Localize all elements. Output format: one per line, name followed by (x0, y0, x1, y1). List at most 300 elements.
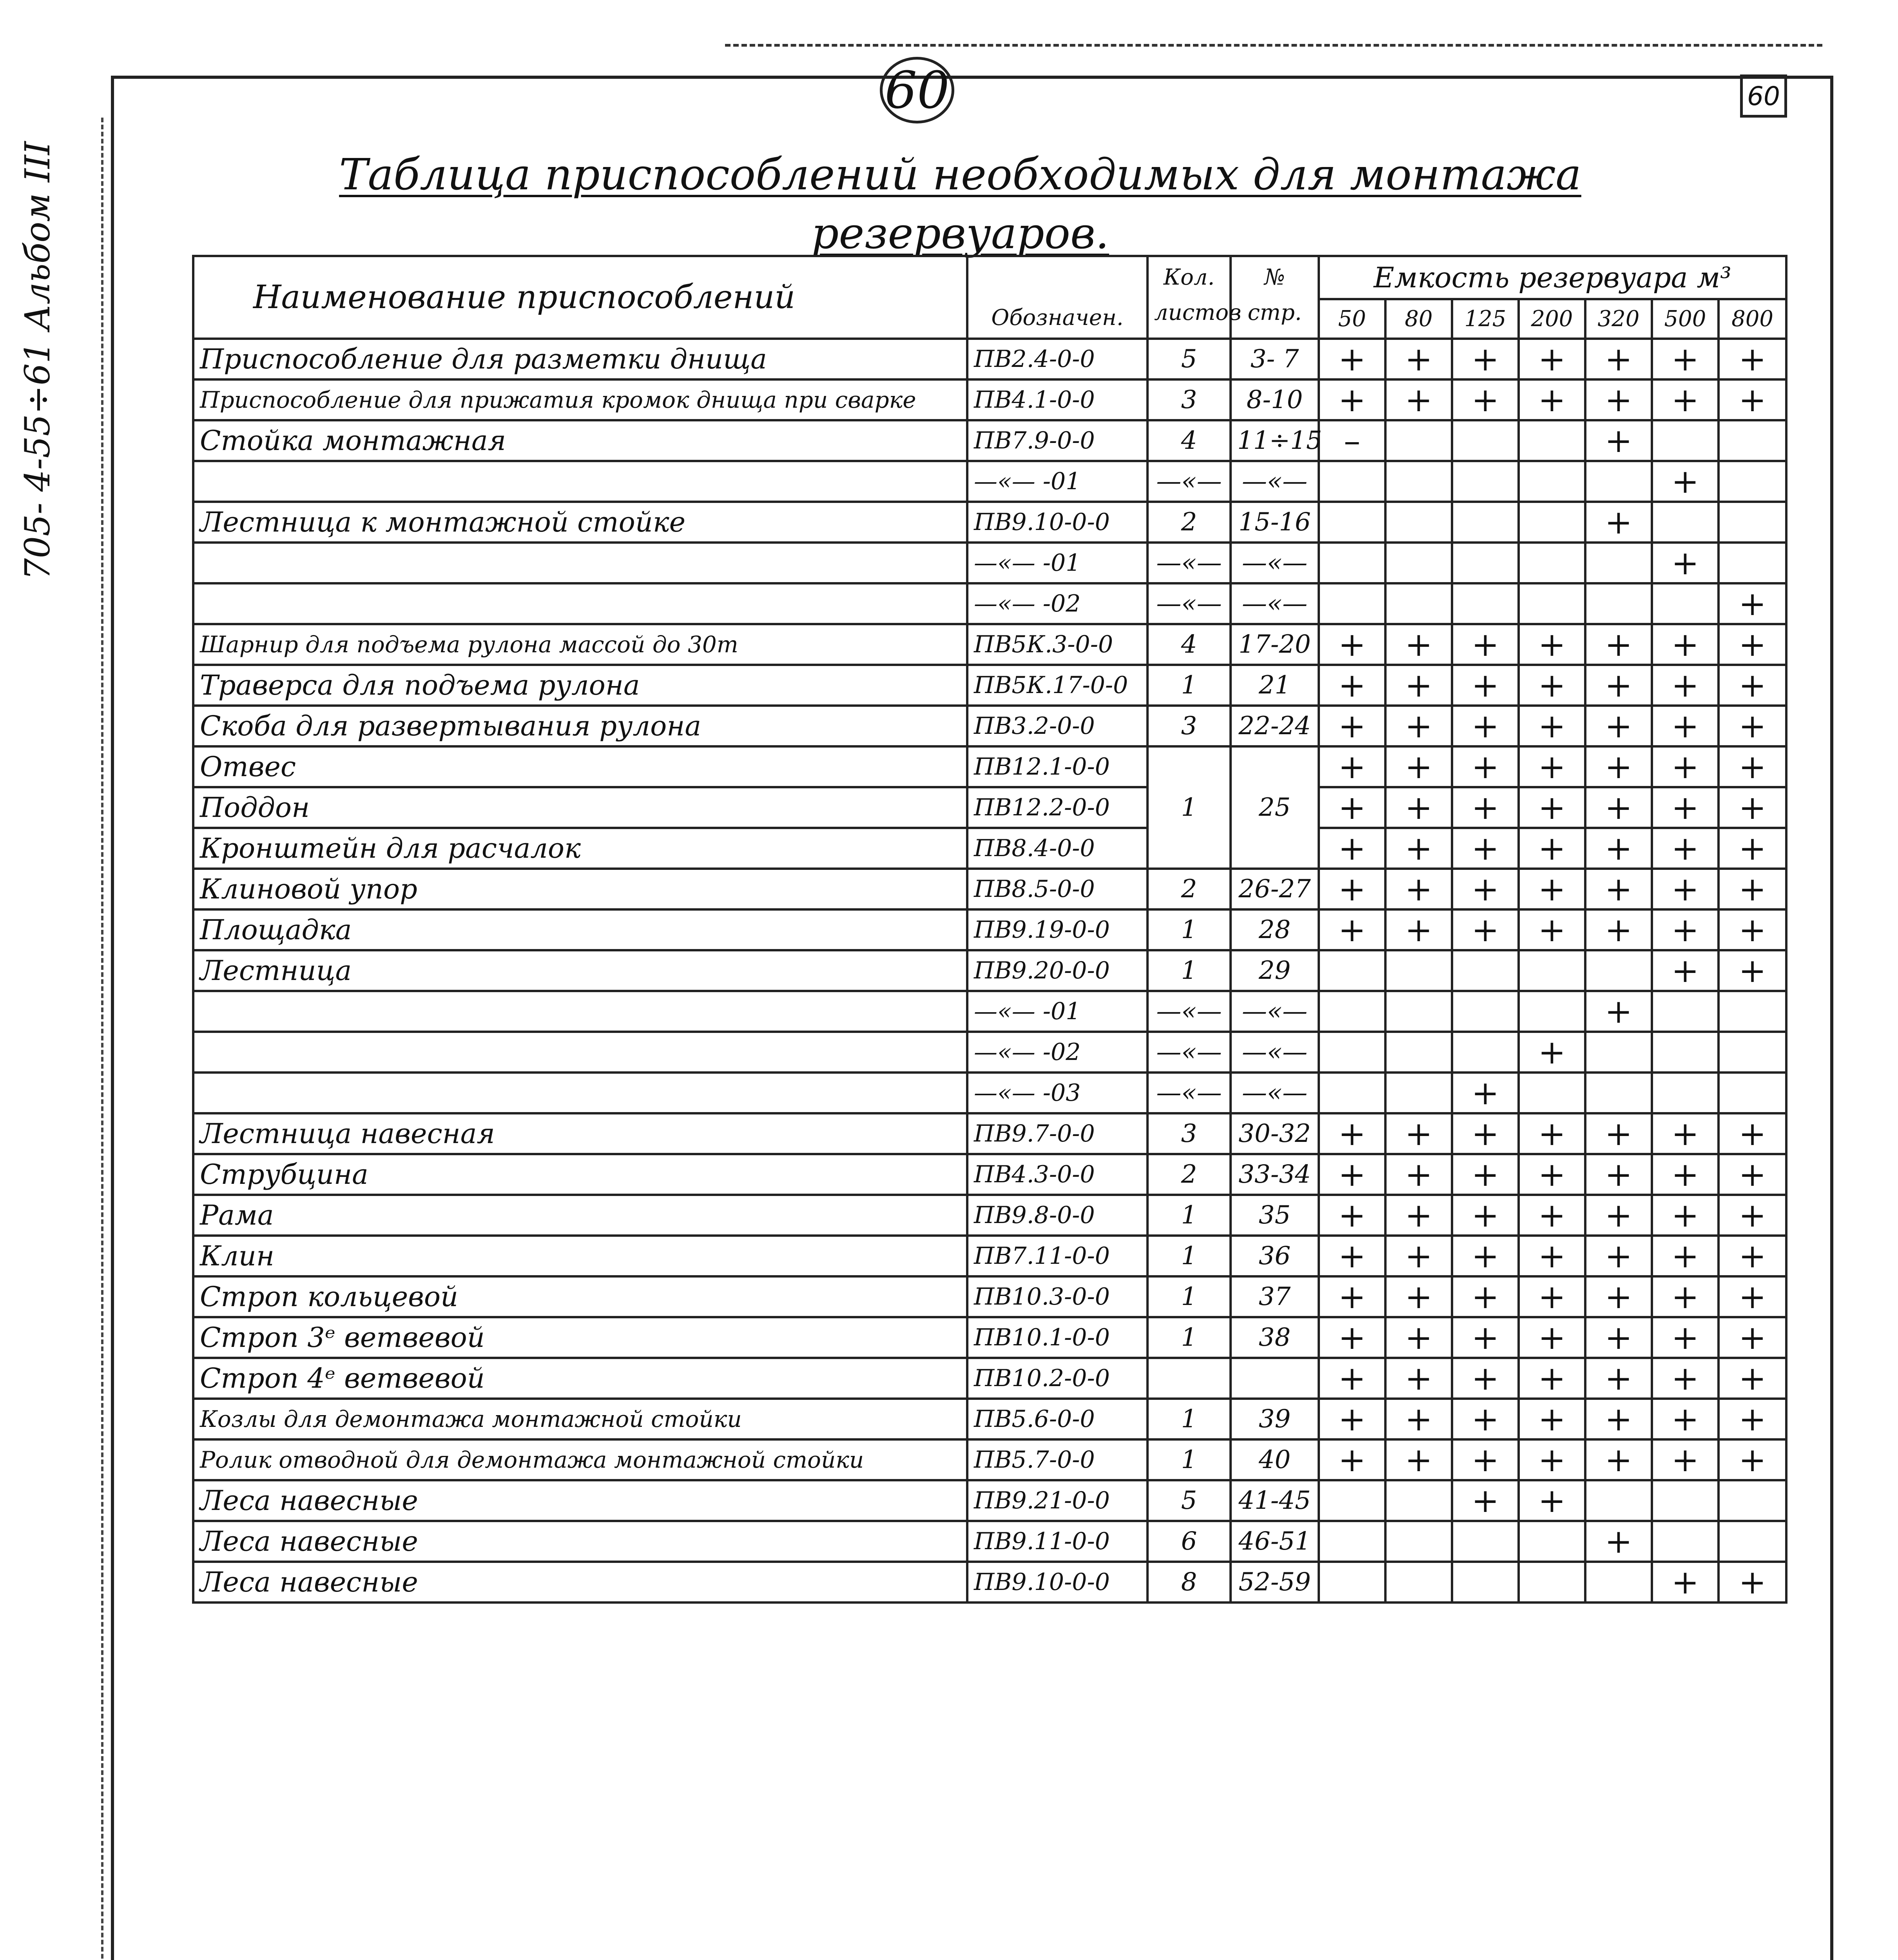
row-mark (1585, 543, 1652, 583)
row-name: Лестница к монтажной стойке (193, 502, 967, 543)
row-mark (1719, 420, 1786, 461)
row-designation: ПВ9.7-0-0 (967, 1113, 1148, 1154)
row-mark: + (1585, 665, 1652, 706)
row-name: Траверса для подъема рулона (193, 665, 967, 706)
row-mark (1319, 1032, 1385, 1073)
row-mark (1719, 502, 1786, 543)
table-row (193, 461, 1786, 502)
row-mark: + (1719, 624, 1786, 665)
row-mark: + (1585, 706, 1652, 746)
header-designation: Обозначен. (967, 256, 1148, 339)
row-pages: 52-59 (1231, 1562, 1319, 1602)
row-sheets: —«— (1148, 991, 1231, 1032)
row-mark: + (1719, 1154, 1786, 1195)
table-row (193, 950, 1786, 991)
row-mark: + (1452, 339, 1519, 379)
top-edge-line (725, 44, 1822, 47)
row-mark (1319, 1480, 1385, 1521)
row-mark: + (1652, 1358, 1719, 1399)
row-sheets: —«— (1148, 583, 1231, 624)
row-name: Лестница навесная (193, 1113, 967, 1154)
table-row (193, 420, 1786, 461)
row-designation: ПВ5К.3-0-0 (967, 624, 1148, 665)
row-mark: + (1519, 339, 1585, 379)
row-mark: + (1585, 828, 1652, 869)
row-mark: + (1585, 1317, 1652, 1358)
row-mark (1585, 1562, 1652, 1602)
row-pages: 3- 7 (1231, 339, 1319, 379)
row-designation: ПВ12.2-0-0 (967, 787, 1148, 828)
row-mark (1452, 420, 1519, 461)
row-designation: ПВ2.4-0-0 (967, 339, 1148, 379)
row-mark (1452, 1032, 1519, 1073)
table-row (193, 787, 1786, 828)
header-pages: № стр. (1231, 256, 1319, 339)
row-sheets: 1 (1148, 1399, 1231, 1439)
row-name (193, 461, 967, 502)
table-row (193, 1399, 1786, 1439)
row-mark: + (1452, 1113, 1519, 1154)
row-mark: + (1319, 787, 1385, 828)
row-mark: + (1319, 909, 1385, 950)
row-mark (1652, 583, 1719, 624)
row-mark (1452, 583, 1519, 624)
row-mark: + (1719, 1399, 1786, 1439)
row-mark (1519, 950, 1585, 991)
row-name: Струбцина (193, 1154, 967, 1195)
row-mark: + (1452, 624, 1519, 665)
row-name: Козлы для демонтажа монтажной стойки (193, 1399, 967, 1439)
row-mark: + (1519, 379, 1585, 420)
row-mark: + (1519, 1439, 1585, 1480)
row-mark (1519, 420, 1585, 461)
row-designation: ПВ9.20-0-0 (967, 950, 1148, 991)
header-volume: 800 (1719, 299, 1786, 339)
row-pages: 17-20 (1231, 624, 1319, 665)
row-name: Приспособление для прижатия кромок днища при сварке (193, 379, 967, 420)
row-designation: ПВ3.2-0-0 (967, 706, 1148, 746)
row-name: Площадка (193, 909, 967, 950)
row-mark: + (1652, 909, 1719, 950)
row-pages: 37 (1231, 1276, 1319, 1317)
row-mark (1652, 1480, 1719, 1521)
row-mark: + (1719, 746, 1786, 787)
row-name: Строп 4ᵉ ветвевой (193, 1358, 967, 1399)
row-pages: —«— (1231, 1073, 1319, 1113)
row-mark: + (1652, 950, 1719, 991)
header-volume: 320 (1585, 299, 1652, 339)
row-mark (1519, 543, 1585, 583)
table-row (193, 909, 1786, 950)
row-mark: + (1719, 1439, 1786, 1480)
table-row (193, 379, 1786, 420)
row-sheets: 1 (1148, 1236, 1231, 1276)
row-mark (1452, 950, 1519, 991)
row-mark: + (1385, 1154, 1452, 1195)
row-sheets: 3 (1148, 706, 1231, 746)
table-row (193, 624, 1786, 665)
table-row (193, 1521, 1786, 1562)
row-name: Лестница (193, 950, 967, 991)
row-sheets (1148, 746, 1231, 787)
row-mark (1319, 461, 1385, 502)
row-pages: 11÷15 (1231, 420, 1319, 461)
document-title (333, 145, 1587, 263)
corner-page-number: 60 (1740, 74, 1787, 118)
row-mark: + (1585, 1439, 1652, 1480)
row-name (193, 583, 967, 624)
row-name: Клиновой упор (193, 869, 967, 909)
table-row (193, 1439, 1786, 1480)
row-name: Леса навесные (193, 1480, 967, 1521)
row-mark (1385, 583, 1452, 624)
row-mark: + (1319, 869, 1385, 909)
row-pages: 25 (1231, 787, 1319, 828)
row-designation: —«— -01 (967, 461, 1148, 502)
row-sheets: —«— (1148, 1073, 1231, 1113)
row-pages: 36 (1231, 1236, 1319, 1276)
row-pages: 15-16 (1231, 502, 1319, 543)
row-mark: + (1585, 1399, 1652, 1439)
row-mark: + (1319, 746, 1385, 787)
row-mark: + (1519, 1358, 1585, 1399)
row-mark: + (1452, 1154, 1519, 1195)
row-mark: + (1719, 1317, 1786, 1358)
side-code: 705- 4-55÷61 Альбом III (17, 141, 58, 580)
table-row (193, 1073, 1786, 1113)
row-sheets (1148, 828, 1231, 869)
row-mark: + (1452, 828, 1519, 869)
header-volume: 500 (1652, 299, 1719, 339)
row-mark: + (1652, 869, 1719, 909)
row-mark: + (1652, 339, 1719, 379)
row-mark (1719, 1032, 1786, 1073)
row-mark: + (1452, 909, 1519, 950)
row-mark (1519, 583, 1585, 624)
row-designation: ПВ9.10-0-0 (967, 502, 1148, 543)
row-sheets: 1 (1148, 787, 1231, 828)
row-pages: 41-45 (1231, 1480, 1319, 1521)
row-mark: + (1319, 828, 1385, 869)
row-name (193, 1032, 967, 1073)
row-pages: —«— (1231, 1032, 1319, 1073)
table-row (193, 991, 1786, 1032)
row-mark (1585, 1073, 1652, 1113)
row-designation: ПВ4.1-0-0 (967, 379, 1148, 420)
table-row (193, 1317, 1786, 1358)
row-mark: + (1719, 339, 1786, 379)
row-designation: ПВ4.3-0-0 (967, 1154, 1148, 1195)
row-mark (1452, 1562, 1519, 1602)
row-mark: + (1385, 746, 1452, 787)
row-mark: + (1519, 1113, 1585, 1154)
row-sheets: —«— (1148, 461, 1231, 502)
row-name (193, 1073, 967, 1113)
table-row (193, 502, 1786, 543)
row-name: Леса навесные (193, 1562, 967, 1602)
row-mark (1585, 583, 1652, 624)
header-sheets: Кол. листов (1148, 256, 1231, 339)
row-mark: + (1385, 1113, 1452, 1154)
row-designation: ПВ5.6-0-0 (967, 1399, 1148, 1439)
row-mark: + (1652, 543, 1719, 583)
row-mark (1385, 1073, 1452, 1113)
row-sheets: 1 (1148, 1317, 1231, 1358)
table-row (193, 1358, 1786, 1399)
row-mark: + (1719, 909, 1786, 950)
row-sheets: 1 (1148, 950, 1231, 991)
row-mark: + (1652, 706, 1719, 746)
row-sheets: 4 (1148, 420, 1231, 461)
row-mark (1385, 461, 1452, 502)
row-mark: + (1652, 1399, 1719, 1439)
row-designation: —«— -02 (967, 583, 1148, 624)
row-mark: + (1652, 1276, 1719, 1317)
row-sheets: 5 (1148, 339, 1231, 379)
row-mark: + (1719, 828, 1786, 869)
row-mark: + (1519, 706, 1585, 746)
row-mark: + (1652, 828, 1719, 869)
row-sheets: 1 (1148, 665, 1231, 706)
row-pages: 35 (1231, 1195, 1319, 1236)
row-mark: + (1385, 665, 1452, 706)
row-mark: + (1519, 1236, 1585, 1276)
row-designation: ПВ10.2-0-0 (967, 1358, 1148, 1399)
row-sheets: 2 (1148, 869, 1231, 909)
row-designation: —«— -02 (967, 1032, 1148, 1073)
row-designation: —«— -01 (967, 543, 1148, 583)
row-name: Клин (193, 1236, 967, 1276)
row-mark: + (1585, 787, 1652, 828)
row-name: Строп 3ᵉ ветвевой (193, 1317, 967, 1358)
header-volume: 80 (1385, 299, 1452, 339)
row-mark (1519, 1073, 1585, 1113)
row-sheets: 6 (1148, 1521, 1231, 1562)
row-mark: + (1385, 869, 1452, 909)
row-name: Приспособление для разметки днища (193, 339, 967, 379)
row-mark (1385, 1032, 1452, 1073)
row-mark (1452, 1521, 1519, 1562)
row-mark (1319, 1521, 1385, 1562)
row-pages: 33-34 (1231, 1154, 1319, 1195)
row-designation: ПВ9.11-0-0 (967, 1521, 1148, 1562)
row-sheets: 3 (1148, 1113, 1231, 1154)
row-sheets: 8 (1148, 1562, 1231, 1602)
row-sheets: 1 (1148, 1195, 1231, 1236)
row-sheets: 3 (1148, 379, 1231, 420)
row-sheets: 1 (1148, 909, 1231, 950)
row-mark (1452, 461, 1519, 502)
row-mark: + (1452, 746, 1519, 787)
row-mark: + (1719, 787, 1786, 828)
row-mark: + (1452, 1195, 1519, 1236)
row-mark: + (1519, 787, 1585, 828)
row-mark: + (1319, 1276, 1385, 1317)
row-mark: + (1585, 1236, 1652, 1276)
row-mark: – (1319, 420, 1385, 461)
row-mark: + (1452, 1236, 1519, 1276)
row-pages (1231, 746, 1319, 787)
row-mark: + (1319, 1195, 1385, 1236)
row-mark: + (1519, 828, 1585, 869)
row-mark: + (1385, 1399, 1452, 1439)
row-mark: + (1585, 1195, 1652, 1236)
row-name: Строп кольцевой (193, 1276, 967, 1317)
row-mark: + (1519, 1276, 1585, 1317)
row-mark: + (1385, 624, 1452, 665)
row-mark (1385, 420, 1452, 461)
row-mark: + (1519, 1480, 1585, 1521)
row-mark: + (1585, 746, 1652, 787)
row-mark: + (1452, 1073, 1519, 1113)
row-pages: 39 (1231, 1399, 1319, 1439)
table-row (193, 869, 1786, 909)
row-mark: + (1319, 1236, 1385, 1276)
row-pages: 29 (1231, 950, 1319, 991)
row-mark: + (1519, 665, 1585, 706)
row-mark (1719, 1480, 1786, 1521)
row-mark: + (1719, 1195, 1786, 1236)
row-designation: —«— -03 (967, 1073, 1148, 1113)
row-mark: + (1385, 1439, 1452, 1480)
row-pages: 38 (1231, 1317, 1319, 1358)
row-mark (1652, 1521, 1719, 1562)
row-mark: + (1452, 1480, 1519, 1521)
row-pages (1231, 828, 1319, 869)
row-designation: ПВ9.10-0-0 (967, 1562, 1148, 1602)
row-mark: + (1385, 706, 1452, 746)
row-mark (1319, 991, 1385, 1032)
row-mark: + (1719, 1236, 1786, 1276)
row-mark: + (1385, 339, 1452, 379)
row-designation: ПВ10.1-0-0 (967, 1317, 1148, 1358)
row-sheets (1148, 1358, 1231, 1399)
row-mark: + (1652, 665, 1719, 706)
table-row (193, 746, 1786, 787)
row-mark: + (1719, 869, 1786, 909)
row-mark: + (1585, 909, 1652, 950)
left-edge-line (101, 118, 103, 1960)
row-mark (1452, 991, 1519, 1032)
row-name: Поддон (193, 787, 967, 828)
row-mark: + (1385, 1195, 1452, 1236)
row-mark: + (1585, 502, 1652, 543)
row-pages: —«— (1231, 583, 1319, 624)
row-pages: —«— (1231, 543, 1319, 583)
row-mark: + (1719, 1358, 1786, 1399)
row-mark (1585, 1480, 1652, 1521)
row-mark: + (1452, 1317, 1519, 1358)
row-mark (1319, 502, 1385, 543)
row-mark (1319, 950, 1385, 991)
table-row (193, 706, 1786, 746)
row-sheets: —«— (1148, 543, 1231, 583)
row-mark (1585, 1032, 1652, 1073)
row-mark: + (1652, 624, 1719, 665)
row-mark (1519, 1521, 1585, 1562)
table-body (193, 339, 1786, 1602)
row-mark: + (1719, 665, 1786, 706)
row-mark (1585, 461, 1652, 502)
row-mark: + (1519, 869, 1585, 909)
row-name: Отвес (193, 746, 967, 787)
row-mark: + (1652, 1439, 1719, 1480)
row-sheets: —«— (1148, 1032, 1231, 1073)
row-mark: + (1519, 1399, 1585, 1439)
row-mark (1719, 991, 1786, 1032)
header-volume: 200 (1519, 299, 1585, 339)
row-mark (1319, 1562, 1385, 1602)
row-mark: + (1319, 624, 1385, 665)
row-name: Стойка монтажная (193, 420, 967, 461)
row-mark: + (1319, 1317, 1385, 1358)
row-pages: 8-10 (1231, 379, 1319, 420)
row-designation: ПВ12.1-0-0 (967, 746, 1148, 787)
row-mark: + (1452, 1276, 1519, 1317)
row-name (193, 991, 967, 1032)
row-mark (1385, 1480, 1452, 1521)
row-mark (1385, 502, 1452, 543)
row-mark: + (1585, 1358, 1652, 1399)
row-mark: + (1319, 1358, 1385, 1399)
table-header (193, 256, 1786, 339)
row-mark: + (1652, 1317, 1719, 1358)
row-mark: + (1585, 339, 1652, 379)
row-sheets: 1 (1148, 1276, 1231, 1317)
row-pages: 21 (1231, 665, 1319, 706)
row-mark (1652, 1073, 1719, 1113)
row-mark: + (1452, 1439, 1519, 1480)
row-designation: ПВ8.5-0-0 (967, 869, 1148, 909)
row-sheets: 5 (1148, 1480, 1231, 1521)
row-mark: + (1652, 1236, 1719, 1276)
row-sheets: 2 (1148, 1154, 1231, 1195)
header-capacity: Емкость резервуара м³ (1319, 256, 1786, 299)
table-row (193, 339, 1786, 379)
row-pages: 40 (1231, 1439, 1319, 1480)
row-mark (1652, 1032, 1719, 1073)
row-mark: + (1519, 909, 1585, 950)
row-mark (1452, 502, 1519, 543)
page-number-circle: 60 (880, 57, 954, 123)
table-row (193, 1236, 1786, 1276)
row-designation: ПВ5.7-0-0 (967, 1439, 1148, 1480)
row-name: Леса навесные (193, 1521, 967, 1562)
table-row (193, 828, 1786, 869)
row-mark: + (1519, 746, 1585, 787)
row-pages: 28 (1231, 909, 1319, 950)
title-line-1: Таблица приспособлений необходимых для монтажа (339, 149, 1581, 200)
row-sheets: 2 (1148, 502, 1231, 543)
row-mark: + (1385, 1276, 1452, 1317)
row-mark: + (1452, 1399, 1519, 1439)
row-mark (1385, 543, 1452, 583)
table-row (193, 1562, 1786, 1602)
row-designation: ПВ10.3-0-0 (967, 1276, 1148, 1317)
row-mark: + (1452, 379, 1519, 420)
title-line-2: резервуаров. (811, 208, 1109, 258)
row-name: Шарнир для подъема рулона массой до 30т (193, 624, 967, 665)
row-pages: 26-27 (1231, 869, 1319, 909)
row-designation: ПВ7.11-0-0 (967, 1236, 1148, 1276)
fixtures-table (192, 255, 1787, 1604)
row-name: Скоба для развертывания рулона (193, 706, 967, 746)
row-mark: + (1652, 461, 1719, 502)
row-designation: ПВ9.19-0-0 (967, 909, 1148, 950)
row-mark (1519, 1562, 1585, 1602)
row-pages: 30-32 (1231, 1113, 1319, 1154)
row-mark: + (1585, 379, 1652, 420)
